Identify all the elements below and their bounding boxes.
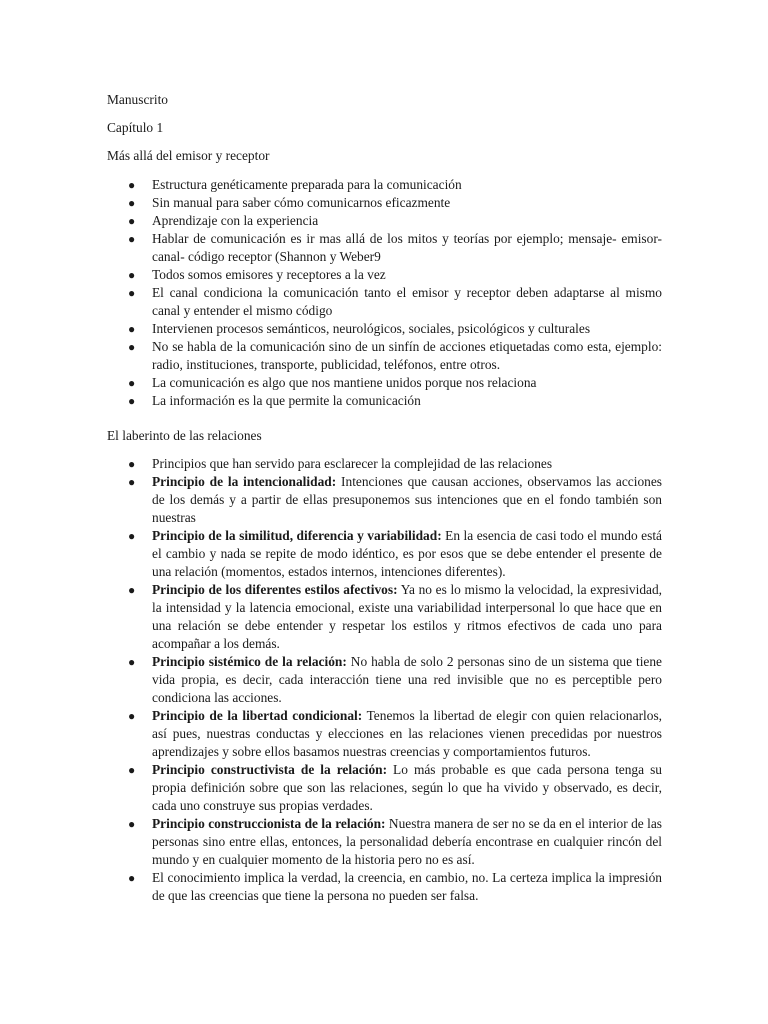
list-item-text: Estructura genéticamente preparada para la comunicación — [152, 177, 462, 192]
bullet-icon: ● — [128, 268, 136, 282]
list-item-text: Sin manual para saber cómo comunicarnos eficazmente — [152, 195, 451, 210]
principle-text: Principios que han servido para esclarecer la complejidad de las relaciones — [152, 456, 553, 471]
bullet-icon: ● — [128, 376, 136, 390]
bullet-icon: ● — [128, 322, 136, 336]
principle-text: Ya no es lo mismo la velocidad, la expresividad, la intensidad y la latencia emocional, existe una variabilidad interpersonal lo que hace que en una relación se debe entender y respetar los estilos y ritmos efectivos de cada uno para acompañar a los demás. — [152, 582, 662, 651]
list-item-text: La información es la que permite la comunicación — [152, 393, 421, 408]
bullet-icon: ● — [128, 763, 136, 777]
list-item-text: Aprendizaje con la experiencia — [152, 213, 319, 228]
principle-text: En la esencia de casi todo el mundo está el cambio y nada se repite de modo idéntico, es por esos que se debe entender el presente de una relación (momentos, estados internos, intenciones diferentes). — [152, 528, 663, 579]
bullet-icon: ● — [128, 583, 136, 597]
list-item — [107, 527, 662, 581]
list-item — [107, 869, 662, 905]
section-heading-laberinto: El laberinto de las relaciones — [107, 428, 262, 443]
list-item — [107, 473, 662, 527]
bullet-icon: ● — [128, 286, 136, 300]
principle-name: Principio constructivista de la relación: — [152, 762, 388, 777]
list-item — [107, 338, 662, 374]
list-item-text: El canal condiciona la comunicación tanto el emisor y receptor deben adaptarse al mismo canal y entender el mismo código — [152, 285, 662, 318]
principle-text: Nuestra manera de ser no se da en el interior de las personas sino entre ellas, entonces, la personalidad debería encontrase en cualquier rincón del mundo y en cualquier momento de la historia pero no es así. — [152, 816, 662, 867]
list-item — [107, 374, 662, 392]
list-item — [107, 707, 662, 761]
bullet-icon: ● — [128, 709, 136, 723]
list-item — [107, 815, 662, 869]
list-item — [107, 212, 662, 230]
list-item — [107, 230, 662, 266]
bullet-icon: ● — [128, 340, 136, 354]
bullet-icon: ● — [128, 475, 136, 489]
list-item — [107, 320, 662, 338]
list-item-text: La comunicación es algo que nos mantiene unidos porque nos relaciona — [152, 375, 537, 390]
bullet-list-communication — [107, 176, 662, 410]
bullet-icon: ● — [128, 196, 136, 210]
bullet-icon: ● — [128, 529, 136, 543]
list-item — [107, 266, 662, 284]
principle-text: Tenemos la libertad de elegir con quien relacionarlos, así pues, nuestras conductas y elecciones en las relaciones vienen precedidas por nuestros aprendizajes y sobre ellos basamos nuestras creencias y comportamientos futuros. — [152, 708, 662, 759]
document-title: Manuscrito — [107, 92, 168, 107]
bullet-icon: ● — [128, 232, 136, 246]
principle-text: Lo más probable es que cada persona tenga su propia definición sobre que son las relaciones, según lo que ha vivido y observado, es decir, cada uno construye sus propias verdades. — [152, 762, 662, 813]
bullet-list-principles — [107, 455, 662, 905]
bullet-icon: ● — [128, 655, 136, 669]
principle-name: Principio construccionista de la relación: — [152, 816, 386, 831]
bullet-icon: ● — [128, 817, 136, 831]
list-item — [107, 176, 662, 194]
principle-name: Principio de los diferentes estilos afectivos: — [152, 582, 398, 597]
bullet-icon: ● — [128, 871, 136, 885]
principle-name: Principio sistémico de la relación: — [152, 654, 347, 669]
list-item — [107, 392, 662, 410]
section-heading-emisor-receptor: Más allá del emisor y receptor — [107, 148, 270, 163]
list-item — [107, 653, 662, 707]
bullet-icon: ● — [128, 394, 136, 408]
list-item-text: Intervienen procesos semánticos, neurológicos, sociales, psicológicos y culturales — [152, 321, 591, 336]
list-item-text: No se habla de la comunicación sino de un sinfín de acciones etiquetadas como esta, ejemplo: radio, instituciones, transporte, publicidad, teléfonos, entre otros. — [152, 339, 662, 372]
principle-text: El conocimiento implica la verdad, la creencia, en cambio, no. La certeza implica la impresión de que las creencias que tiene la persona no pueden ser falsa. — [152, 870, 662, 903]
bullet-icon: ● — [128, 457, 136, 471]
principle-name: Principio de la libertad condicional: — [152, 708, 363, 723]
list-item-text: Hablar de comunicación es ir mas allá de los mitos y teorías por ejemplo; mensaje- emisor- canal- código receptor (Shannon y Weber9 — [152, 231, 662, 264]
list-item — [107, 581, 662, 653]
list-item — [107, 194, 662, 212]
principle-text: Intenciones que causan acciones, observamos las acciones de los demás y a partir de ellas presuponemos sus intenciones que en el fondo también son nuestras — [152, 474, 662, 525]
bullet-icon: ● — [128, 178, 136, 192]
principle-name: Principio de la similitud, diferencia y variabilidad: — [152, 528, 442, 543]
list-item-text: Todos somos emisores y receptores a la vez — [152, 267, 386, 282]
bullet-icon: ● — [128, 214, 136, 228]
list-item — [107, 284, 662, 320]
list-item — [107, 761, 662, 815]
chapter-heading: Capítulo 1 — [107, 120, 164, 135]
list-item — [107, 455, 662, 473]
principle-text: No habla de solo 2 personas sino de un sistema que tiene vida propia, es decir, cada interacción tiene una red invisible que no es perceptible pero condiciona las acciones. — [152, 654, 663, 705]
principle-name: Principio de la intencionalidad: — [152, 474, 337, 489]
